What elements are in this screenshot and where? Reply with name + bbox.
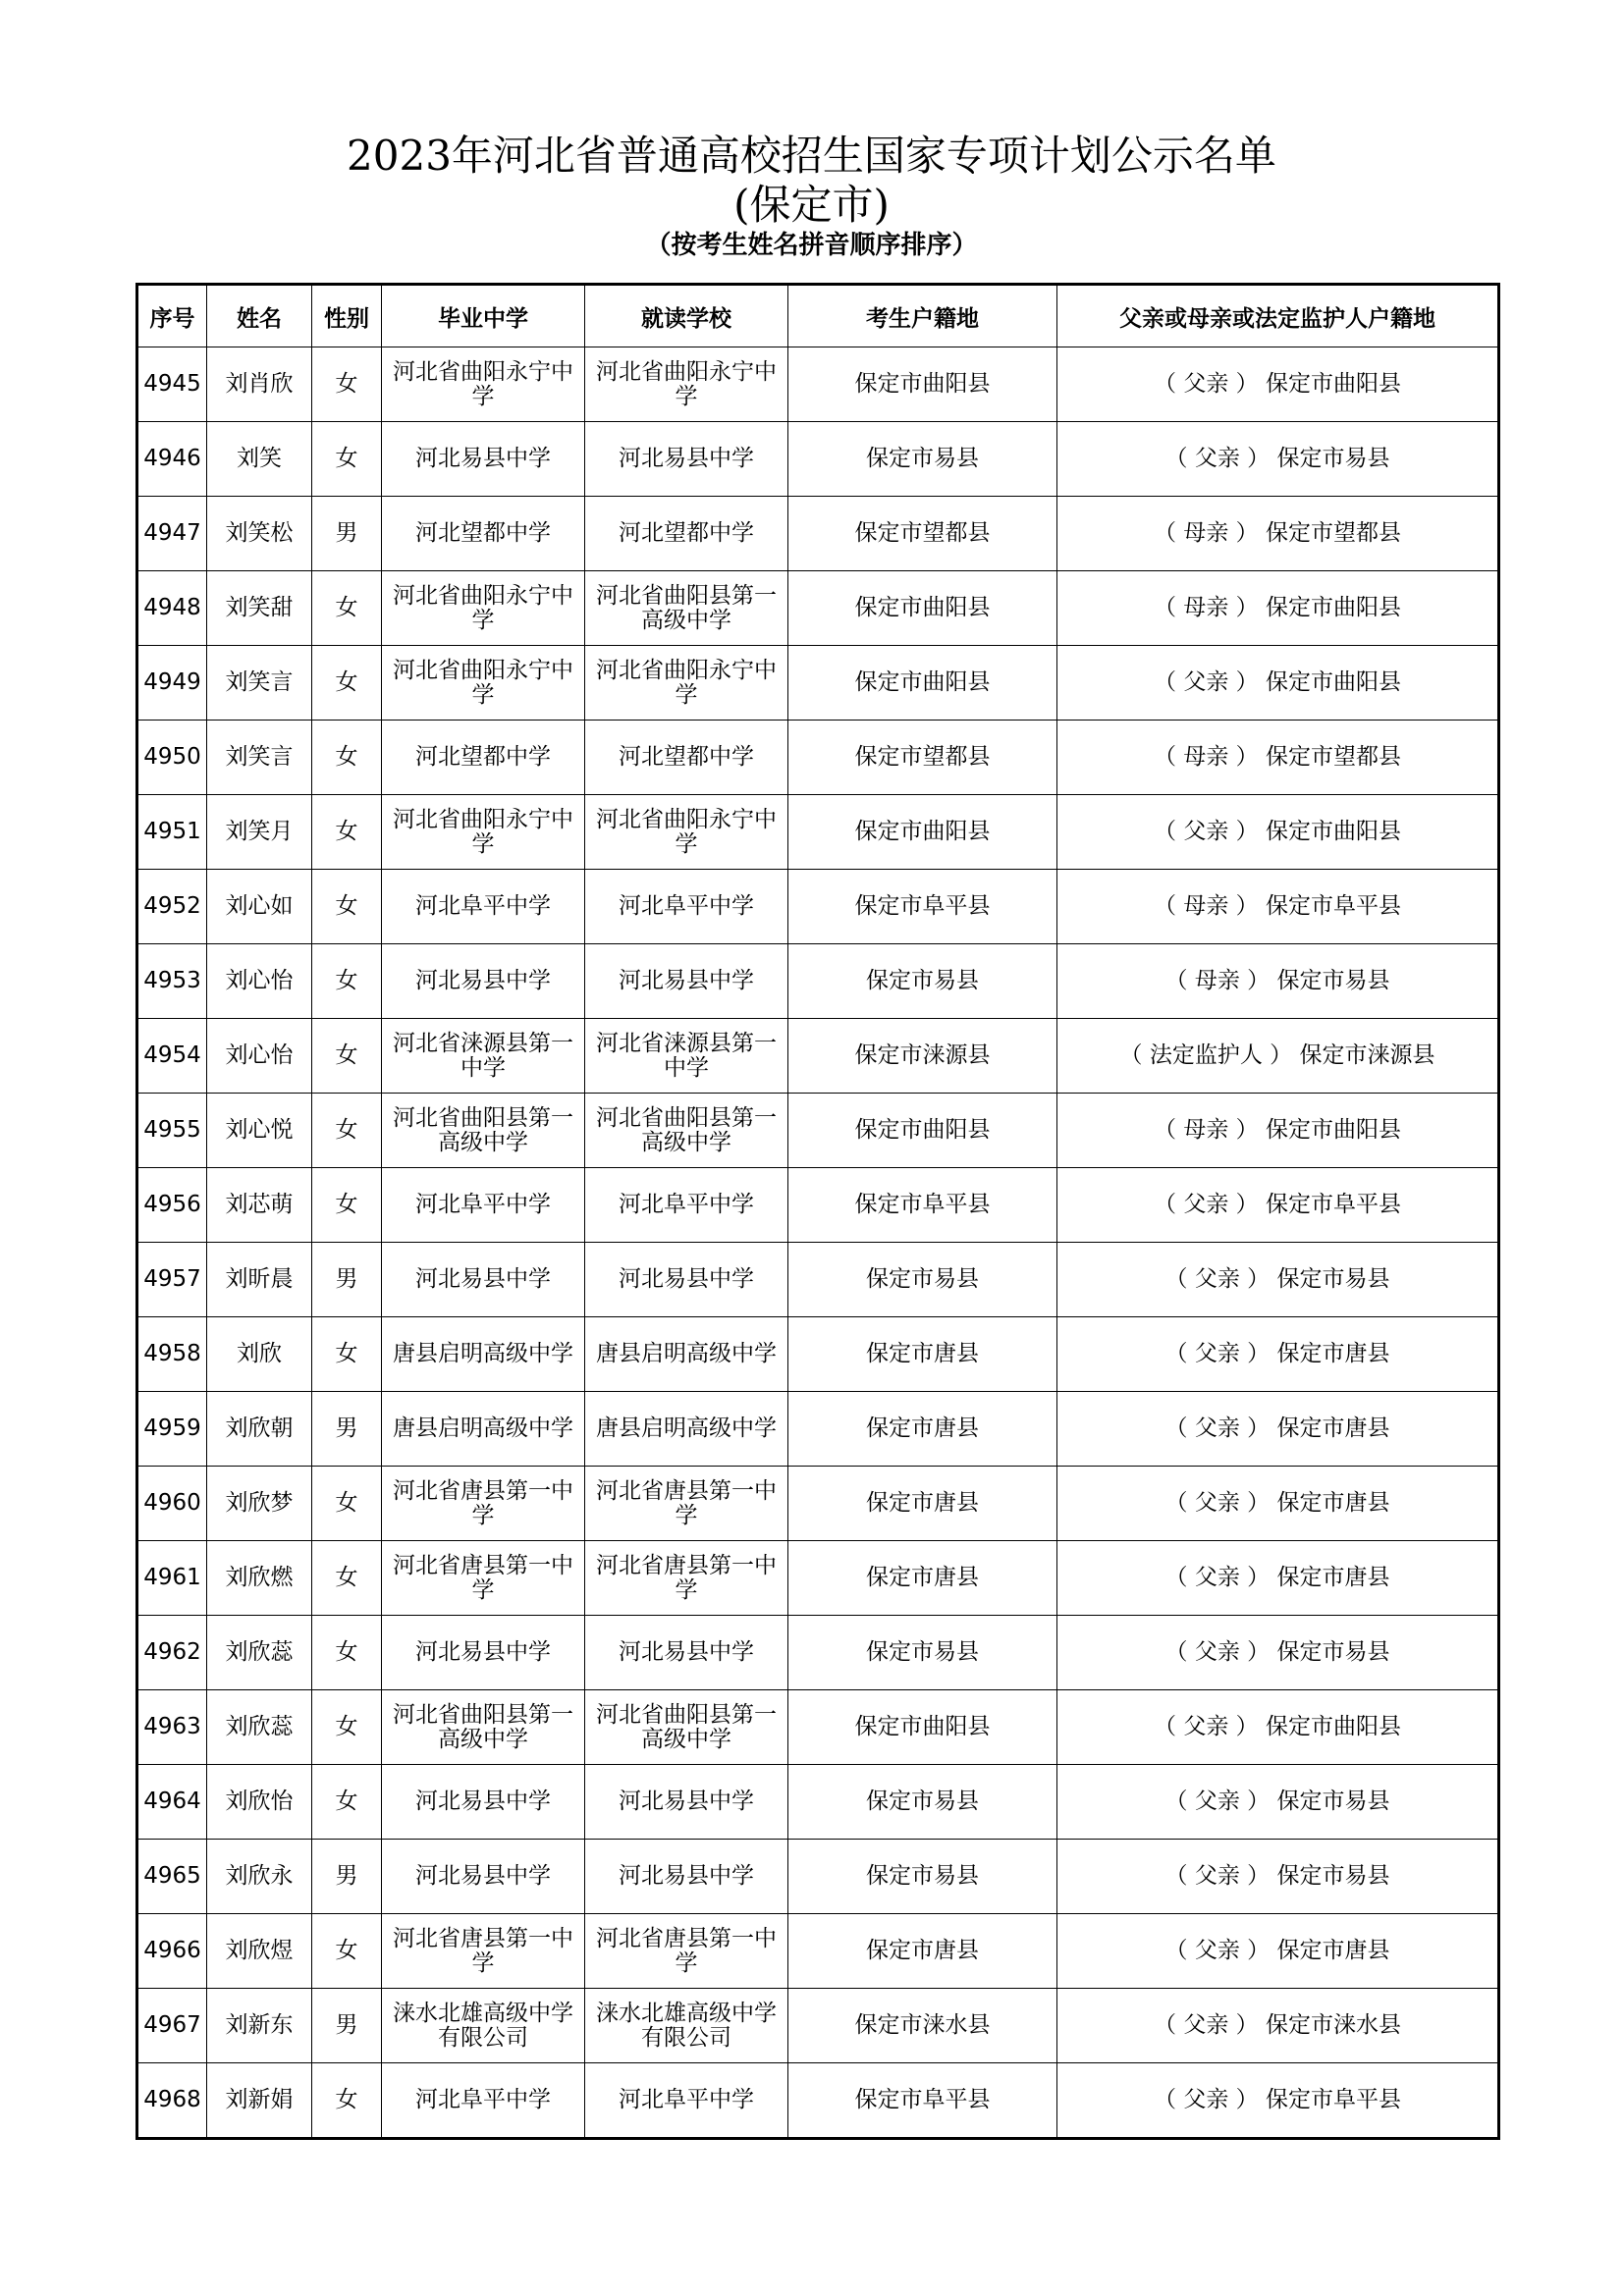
cell-household-registration: 保定市易县 [788, 1616, 1057, 1690]
cell-gender: 女 [312, 422, 382, 497]
cell-household-registration: 保定市易县 [788, 422, 1057, 497]
cell-name: 刘欣永 [207, 1840, 312, 1914]
header-guardian-registration: 父亲或母亲或法定监护人户籍地 [1057, 285, 1499, 347]
cell-household-registration: 保定市曲阳县 [788, 1690, 1057, 1765]
cell-serial: 4960 [137, 1467, 207, 1541]
cell-name: 刘欣梦 [207, 1467, 312, 1541]
cell-graduated-school: 河北易县中学 [382, 422, 585, 497]
cell-gender: 女 [312, 571, 382, 646]
cell-serial: 4964 [137, 1765, 207, 1840]
header-name: 姓名 [207, 285, 312, 347]
cell-gender: 女 [312, 1690, 382, 1765]
cell-graduated-school: 河北省曲阳永宁中学 [382, 571, 585, 646]
cell-gender: 男 [312, 1840, 382, 1914]
cell-guardian-registration: （ 父亲 ） 保定市曲阳县 [1057, 1690, 1499, 1765]
cell-guardian-registration: （ 母亲 ） 保定市望都县 [1057, 497, 1499, 571]
table-row [137, 1467, 1499, 1541]
cell-graduated-school: 河北省曲阳永宁中学 [382, 646, 585, 721]
cell-name: 刘欣蕊 [207, 1616, 312, 1690]
header-household-registration: 考生户籍地 [788, 285, 1057, 347]
cell-household-registration: 保定市望都县 [788, 721, 1057, 795]
cell-household-registration: 保定市涞水县 [788, 1989, 1057, 2063]
cell-graduated-school: 河北省曲阳永宁中学 [382, 795, 585, 870]
cell-gender: 女 [312, 1317, 382, 1392]
table-row [137, 1840, 1499, 1914]
cell-household-registration: 保定市唐县 [788, 1541, 1057, 1616]
cell-gender: 女 [312, 1541, 382, 1616]
cell-serial: 4952 [137, 870, 207, 944]
cell-guardian-registration: （ 父亲 ） 保定市曲阳县 [1057, 795, 1499, 870]
cell-household-registration: 保定市阜平县 [788, 2063, 1057, 2139]
table-row [137, 1094, 1499, 1168]
cell-current-school: 河北阜平中学 [585, 2063, 788, 2139]
table-row [137, 870, 1499, 944]
cell-gender: 女 [312, 721, 382, 795]
cell-serial: 4962 [137, 1616, 207, 1690]
cell-graduated-school: 河北望都中学 [382, 497, 585, 571]
cell-serial: 4951 [137, 795, 207, 870]
cell-gender: 女 [312, 1168, 382, 1243]
cell-guardian-registration: （ 父亲 ） 保定市涞水县 [1057, 1989, 1499, 2063]
cell-current-school: 河北望都中学 [585, 721, 788, 795]
cell-serial: 4968 [137, 2063, 207, 2139]
table-row [137, 944, 1499, 1019]
cell-guardian-registration: （ 父亲 ） 保定市易县 [1057, 422, 1499, 497]
cell-serial: 4957 [137, 1243, 207, 1317]
cell-guardian-registration: （ 法定监护人 ） 保定市涞源县 [1057, 1019, 1499, 1094]
cell-current-school: 河北省曲阳县第一高级中学 [585, 571, 788, 646]
cell-gender: 男 [312, 1392, 382, 1467]
cell-name: 刘心如 [207, 870, 312, 944]
cell-household-registration: 保定市阜平县 [788, 870, 1057, 944]
header-gender: 性别 [312, 285, 382, 347]
cell-household-registration: 保定市易县 [788, 1243, 1057, 1317]
cell-graduated-school: 涞水北雄高级中学有限公司 [382, 1989, 585, 2063]
cell-current-school: 唐县启明高级中学 [585, 1392, 788, 1467]
table-row [137, 1616, 1499, 1690]
header-graduated-school: 毕业中学 [382, 285, 585, 347]
cell-name: 刘心怡 [207, 1019, 312, 1094]
cell-gender: 男 [312, 1989, 382, 2063]
table-row [137, 422, 1499, 497]
cell-gender: 男 [312, 1243, 382, 1317]
cell-serial: 4965 [137, 1840, 207, 1914]
cell-current-school: 河北省唐县第一中学 [585, 1541, 788, 1616]
cell-name: 刘笑月 [207, 795, 312, 870]
table-row [137, 1541, 1499, 1616]
cell-name: 刘欣怡 [207, 1765, 312, 1840]
cell-name: 刘笑 [207, 422, 312, 497]
cell-serial: 4963 [137, 1690, 207, 1765]
cell-graduated-school: 河北阜平中学 [382, 1168, 585, 1243]
cell-guardian-registration: （ 父亲 ） 保定市阜平县 [1057, 2063, 1499, 2139]
cell-current-school: 河北易县中学 [585, 1243, 788, 1317]
cell-name: 刘欣燃 [207, 1541, 312, 1616]
cell-guardian-registration: （ 父亲 ） 保定市唐县 [1057, 1467, 1499, 1541]
table-row [137, 1765, 1499, 1840]
cell-guardian-registration: （ 父亲 ） 保定市易县 [1057, 1765, 1499, 1840]
cell-serial: 4955 [137, 1094, 207, 1168]
cell-graduated-school: 唐县启明高级中学 [382, 1392, 585, 1467]
cell-graduated-school: 河北省曲阳永宁中学 [382, 347, 585, 422]
cell-gender: 女 [312, 1765, 382, 1840]
cell-graduated-school: 河北省唐县第一中学 [382, 1467, 585, 1541]
cell-name: 刘昕晨 [207, 1243, 312, 1317]
cell-current-school: 河北省曲阳县第一高级中学 [585, 1094, 788, 1168]
cell-current-school: 河北易县中学 [585, 1840, 788, 1914]
cell-serial: 4959 [137, 1392, 207, 1467]
cell-name: 刘笑松 [207, 497, 312, 571]
cell-guardian-registration: （ 父亲 ） 保定市易县 [1057, 1840, 1499, 1914]
cell-name: 刘笑言 [207, 646, 312, 721]
cell-graduated-school: 河北省唐县第一中学 [382, 1541, 585, 1616]
cell-household-registration: 保定市唐县 [788, 1392, 1057, 1467]
cell-serial: 4958 [137, 1317, 207, 1392]
cell-graduated-school: 河北省涞源县第一中学 [382, 1019, 585, 1094]
cell-graduated-school: 河北省唐县第一中学 [382, 1914, 585, 1989]
cell-name: 刘芯萌 [207, 1168, 312, 1243]
cell-current-school: 河北省涞源县第一中学 [585, 1019, 788, 1094]
cell-gender: 女 [312, 2063, 382, 2139]
cell-current-school: 河北望都中学 [585, 497, 788, 571]
cell-name: 刘肖欣 [207, 347, 312, 422]
table-row [137, 721, 1499, 795]
cell-serial: 4945 [137, 347, 207, 422]
document-title: 2023年河北省普通高校招生国家专项计划公示名单 [347, 132, 1276, 180]
cell-name: 刘心怡 [207, 944, 312, 1019]
cell-serial: 4956 [137, 1168, 207, 1243]
cell-guardian-registration: （ 母亲 ） 保定市曲阳县 [1057, 571, 1499, 646]
cell-serial: 4961 [137, 1541, 207, 1616]
cell-gender: 女 [312, 1019, 382, 1094]
cell-name: 刘新娟 [207, 2063, 312, 2139]
cell-guardian-registration: （ 父亲 ） 保定市唐县 [1057, 1914, 1499, 1989]
cell-household-registration: 保定市曲阳县 [788, 571, 1057, 646]
cell-household-registration: 保定市易县 [788, 1765, 1057, 1840]
cell-guardian-registration: （ 父亲 ） 保定市曲阳县 [1057, 347, 1499, 422]
table-row [137, 1168, 1499, 1243]
cell-serial: 4946 [137, 422, 207, 497]
cell-guardian-registration: （ 父亲 ） 保定市易县 [1057, 1616, 1499, 1690]
cell-graduated-school: 河北阜平中学 [382, 870, 585, 944]
cell-guardian-registration: （ 父亲 ） 保定市唐县 [1057, 1541, 1499, 1616]
cell-guardian-registration: （ 父亲 ） 保定市易县 [1057, 1243, 1499, 1317]
cell-graduated-school: 河北易县中学 [382, 1765, 585, 1840]
table-row [137, 1243, 1499, 1317]
document-subtitle: (保定市) [733, 181, 890, 229]
cell-current-school: 涞水北雄高级中学有限公司 [585, 1989, 788, 2063]
cell-serial: 4966 [137, 1914, 207, 1989]
cell-graduated-school: 河北望都中学 [382, 721, 585, 795]
cell-serial: 4954 [137, 1019, 207, 1094]
cell-gender: 女 [312, 870, 382, 944]
cell-household-registration: 保定市曲阳县 [788, 347, 1057, 422]
sort-note: （按考生姓名拼音顺序排序） [645, 231, 978, 260]
cell-gender: 女 [312, 1914, 382, 1989]
table-row [137, 497, 1499, 571]
cell-graduated-school: 河北易县中学 [382, 944, 585, 1019]
cell-name: 刘欣朝 [207, 1392, 312, 1467]
cell-gender: 女 [312, 1616, 382, 1690]
cell-guardian-registration: （ 父亲 ） 保定市阜平县 [1057, 1168, 1499, 1243]
table-row [137, 1019, 1499, 1094]
cell-current-school: 河北阜平中学 [585, 870, 788, 944]
table-row [137, 571, 1499, 646]
cell-graduated-school: 河北易县中学 [382, 1616, 585, 1690]
cell-graduated-school: 河北省曲阳县第一高级中学 [382, 1094, 585, 1168]
table-row [137, 795, 1499, 870]
header-current-school: 就读学校 [585, 285, 788, 347]
cell-household-registration: 保定市曲阳县 [788, 1094, 1057, 1168]
cell-serial: 4949 [137, 646, 207, 721]
table-row [137, 1317, 1499, 1392]
cell-gender: 女 [312, 944, 382, 1019]
cell-current-school: 唐县启明高级中学 [585, 1317, 788, 1392]
table-row [137, 2063, 1499, 2139]
cell-graduated-school: 河北省曲阳县第一高级中学 [382, 1690, 585, 1765]
cell-guardian-registration: （ 母亲 ） 保定市曲阳县 [1057, 1094, 1499, 1168]
cell-current-school: 河北省曲阳永宁中学 [585, 795, 788, 870]
cell-serial: 4948 [137, 571, 207, 646]
cell-serial: 4950 [137, 721, 207, 795]
table-row [137, 1690, 1499, 1765]
cell-gender: 女 [312, 1467, 382, 1541]
header-serial: 序号 [137, 285, 207, 347]
table-row [137, 347, 1499, 422]
cell-current-school: 河北易县中学 [585, 944, 788, 1019]
cell-household-registration: 保定市易县 [788, 1840, 1057, 1914]
cell-household-registration: 保定市唐县 [788, 1914, 1057, 1989]
cell-graduated-school: 唐县启明高级中学 [382, 1317, 585, 1392]
cell-name: 刘心悦 [207, 1094, 312, 1168]
table-row [137, 1392, 1499, 1467]
cell-guardian-registration: （ 父亲 ） 保定市唐县 [1057, 1317, 1499, 1392]
cell-gender: 女 [312, 1094, 382, 1168]
table-row [137, 1914, 1499, 1989]
cell-current-school: 河北省曲阳永宁中学 [585, 347, 788, 422]
cell-name: 刘笑甜 [207, 571, 312, 646]
cell-household-registration: 保定市易县 [788, 944, 1057, 1019]
table-row [137, 1989, 1499, 2063]
roster-table [135, 283, 1500, 2140]
cell-household-registration: 保定市曲阳县 [788, 646, 1057, 721]
cell-name: 刘欣蕊 [207, 1690, 312, 1765]
cell-household-registration: 保定市唐县 [788, 1317, 1057, 1392]
table-row [137, 646, 1499, 721]
cell-name: 刘欣煜 [207, 1914, 312, 1989]
cell-graduated-school: 河北易县中学 [382, 1243, 585, 1317]
cell-current-school: 河北易县中学 [585, 1616, 788, 1690]
cell-household-registration: 保定市涞源县 [788, 1019, 1057, 1094]
cell-gender: 男 [312, 497, 382, 571]
cell-guardian-registration: （ 母亲 ） 保定市望都县 [1057, 721, 1499, 795]
cell-name: 刘欣 [207, 1317, 312, 1392]
cell-current-school: 河北省曲阳永宁中学 [585, 646, 788, 721]
cell-current-school: 河北省唐县第一中学 [585, 1467, 788, 1541]
cell-current-school: 河北易县中学 [585, 422, 788, 497]
cell-serial: 4953 [137, 944, 207, 1019]
cell-household-registration: 保定市望都县 [788, 497, 1057, 571]
cell-serial: 4967 [137, 1989, 207, 2063]
cell-guardian-registration: （ 父亲 ） 保定市曲阳县 [1057, 646, 1499, 721]
cell-guardian-registration: （ 母亲 ） 保定市阜平县 [1057, 870, 1499, 944]
cell-graduated-school: 河北阜平中学 [382, 2063, 585, 2139]
cell-guardian-registration: （ 母亲 ） 保定市易县 [1057, 944, 1499, 1019]
cell-household-registration: 保定市唐县 [788, 1467, 1057, 1541]
cell-household-registration: 保定市阜平县 [788, 1168, 1057, 1243]
cell-current-school: 河北省曲阳县第一高级中学 [585, 1690, 788, 1765]
cell-name: 刘笑言 [207, 721, 312, 795]
cell-gender: 女 [312, 795, 382, 870]
cell-gender: 女 [312, 347, 382, 422]
cell-current-school: 河北易县中学 [585, 1765, 788, 1840]
cell-guardian-registration: （ 父亲 ） 保定市唐县 [1057, 1392, 1499, 1467]
header-row [137, 285, 1499, 347]
cell-current-school: 河北省唐县第一中学 [585, 1914, 788, 1989]
cell-gender: 女 [312, 646, 382, 721]
cell-current-school: 河北阜平中学 [585, 1168, 788, 1243]
cell-serial: 4947 [137, 497, 207, 571]
cell-household-registration: 保定市曲阳县 [788, 795, 1057, 870]
cell-graduated-school: 河北易县中学 [382, 1840, 585, 1914]
cell-name: 刘新东 [207, 1989, 312, 2063]
